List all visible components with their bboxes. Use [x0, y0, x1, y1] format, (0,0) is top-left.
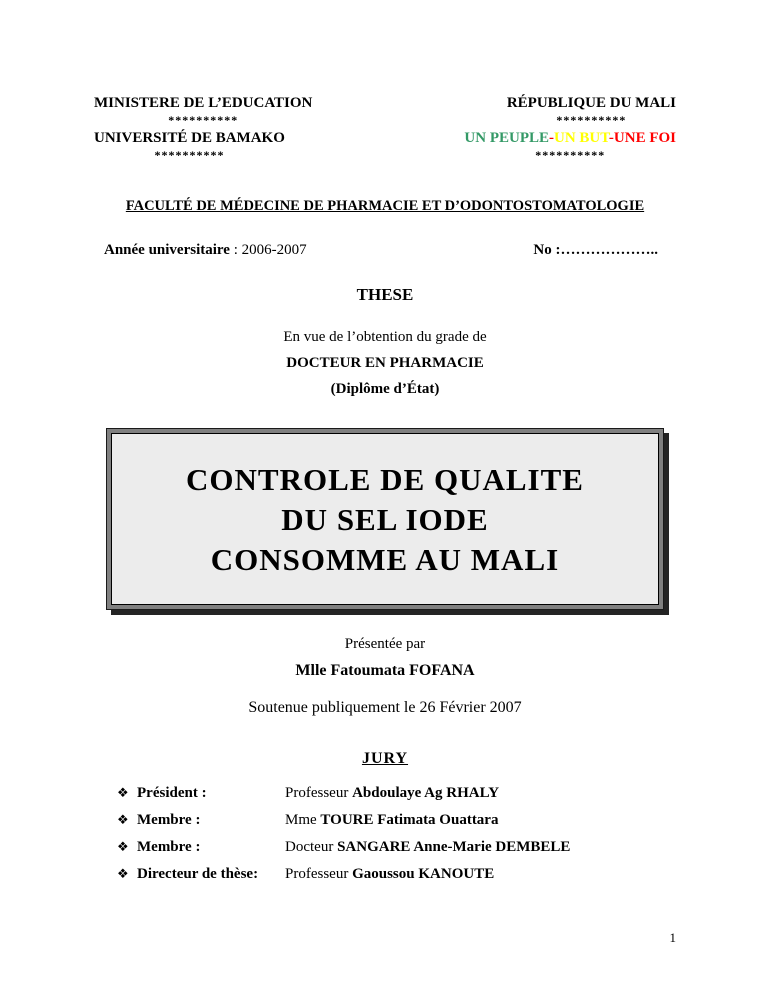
- academic-year: [104, 242, 307, 259]
- stars-divider: **********: [535, 148, 606, 162]
- jury-honorific: Professeur: [285, 866, 353, 882]
- national-motto: [464, 129, 676, 148]
- jury-role: Président :: [137, 785, 207, 801]
- grade-intro-line: En vue de l’obtention du grade de: [283, 329, 487, 345]
- academic-year-value: : 2006-2007: [229, 242, 307, 258]
- university-line: UNIVERSITÉ DE BAMAKO: [94, 130, 285, 146]
- diamond-bullet-icon: ❖: [117, 812, 129, 827]
- jury-member-name: [285, 812, 676, 829]
- jury-list: [117, 785, 676, 883]
- jury-person: TOURE Fatimata Ouattara: [320, 812, 499, 828]
- jury-member-name: [285, 785, 676, 802]
- jury-row-membre-1: [117, 812, 676, 829]
- jury-row-directeur: [117, 866, 676, 883]
- jury-person: Abdoulaye Ag RHALY: [352, 785, 500, 801]
- ministry-block: [94, 94, 312, 127]
- main-title-line-1: CONTROLE DE QUALITE: [186, 462, 584, 497]
- jury-honorific: Professeur: [285, 785, 353, 801]
- ministry-line: MINISTERE DE L’EDUCATION: [94, 95, 313, 111]
- main-title-line-2: DU SEL IODE: [281, 502, 489, 537]
- academic-year-label: Année universitaire: [104, 242, 230, 258]
- jury-role: Membre :: [137, 839, 201, 855]
- jury-person: SANGARE Anne-Marie DEMBELE: [337, 839, 571, 855]
- stars-divider: **********: [556, 113, 627, 127]
- thesis-number-field: No :………………..: [533, 242, 658, 258]
- republic-block: [507, 94, 676, 127]
- header: [94, 94, 676, 164]
- stars-divider: **********: [168, 113, 239, 127]
- motto-block: [464, 129, 676, 162]
- motto-part-un-but: UN BUT: [554, 130, 609, 146]
- motto-separator: -: [549, 130, 555, 146]
- author-name: Mlle Fatoumata FOFANA: [295, 662, 475, 679]
- diamond-bullet-icon: ❖: [117, 785, 129, 800]
- faculty-title: FACULTÉ DE MÉDECINE DE PHARMACIE ET D’ODONTOSTOMATOLOGIE: [125, 198, 645, 214]
- jury-honorific: Mme: [285, 812, 321, 828]
- defense-date-line: Soutenue publiquement le 26 Février 2007: [248, 699, 522, 716]
- these-heading: THESE: [356, 285, 414, 304]
- jury-person: Gaoussou KANOUTE: [352, 866, 495, 882]
- header-right-column: [464, 94, 676, 164]
- motto-part-une-foi: UNE FOI: [613, 130, 676, 146]
- republic-line: RÉPUBLIQUE DU MALI: [506, 95, 676, 111]
- year-number-row: [94, 242, 676, 259]
- main-title-line-3: CONSOMME AU MALI: [210, 542, 560, 577]
- jury-heading: JURY: [361, 750, 409, 767]
- degree-line: DOCTEUR EN PHARMACIE: [286, 355, 484, 371]
- page-number: 1: [669, 930, 676, 945]
- diploma-line: (Diplôme d’État): [330, 381, 440, 397]
- jury-honorific: Docteur: [285, 839, 338, 855]
- jury-role: Membre :: [137, 812, 201, 828]
- presented-by-line: Présentée par: [344, 636, 426, 652]
- jury-row-president: [117, 785, 676, 802]
- diamond-bullet-icon: ❖: [117, 866, 129, 881]
- diamond-bullet-icon: ❖: [117, 839, 129, 854]
- jury-member-name: [285, 866, 676, 883]
- motto-part-un-peuple: UN PEUPLE: [464, 130, 550, 146]
- jury-member-name: [285, 839, 676, 856]
- jury-role: Directeur de thèse:: [137, 866, 259, 882]
- header-left-column: [94, 94, 312, 164]
- university-block: [94, 129, 285, 162]
- main-title-box-inner: [111, 433, 659, 605]
- jury-row-membre-2: [117, 839, 676, 856]
- stars-divider: **********: [154, 148, 225, 162]
- main-title-box: [106, 428, 664, 610]
- motto-separator: -: [608, 130, 614, 146]
